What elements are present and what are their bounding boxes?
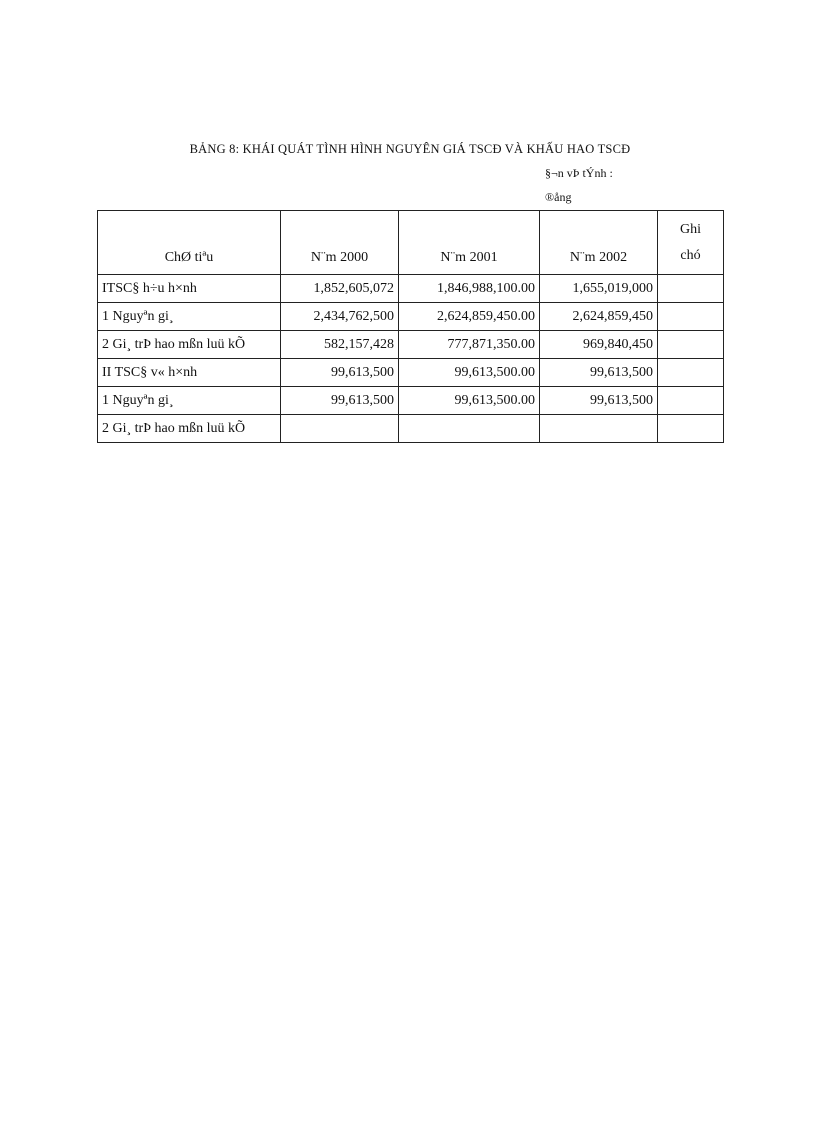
unit-value: ®ång: [545, 190, 572, 204]
note-cell: [658, 359, 724, 387]
row-label: 2 Gi¸ trÞ hao mßn luü kÕ: [98, 415, 281, 443]
note-cell: [658, 387, 724, 415]
value-2001: 1,846,988,100.00: [399, 275, 540, 303]
row-label: 2 Gi¸ trÞ hao mßn luü kÕ: [98, 331, 281, 359]
row-label: ITSC§ h÷u h×nh: [98, 275, 281, 303]
header-year-2000: N¨m 2000: [281, 211, 399, 275]
value-2002: 1,655,019,000: [540, 275, 658, 303]
table-header-row: [98, 211, 724, 275]
value-2000: 99,613,500: [281, 359, 399, 387]
value-2002: 99,613,500: [540, 387, 658, 415]
header-indicator: ChØ tiªu: [98, 211, 281, 275]
row-label: 1 Nguyªn gi¸: [98, 303, 281, 331]
note-cell: [658, 275, 724, 303]
table-row: [98, 415, 724, 443]
table-row: [98, 331, 724, 359]
unit-label: §¬n vÞ tÝnh :: [545, 166, 613, 180]
value-2001: 2,624,859,450.00: [399, 303, 540, 331]
value-2000: 1,852,605,072: [281, 275, 399, 303]
value-2001: [399, 415, 540, 443]
table-row: [98, 359, 724, 387]
value-2000: [281, 415, 399, 443]
table-row: [98, 387, 724, 415]
value-2000: 99,613,500: [281, 387, 399, 415]
note-cell: [658, 331, 724, 359]
row-label: II TSC§ v« h×nh: [98, 359, 281, 387]
value-2001: 777,871,350.00: [399, 331, 540, 359]
note-cell: [658, 415, 724, 443]
value-2002: [540, 415, 658, 443]
header-note-line2: chó: [680, 247, 701, 263]
header-year-2001: N¨m 2001: [399, 211, 540, 275]
note-cell: [658, 303, 724, 331]
row-label: 1 Nguyªn gi¸: [98, 387, 281, 415]
table-row: [98, 275, 724, 303]
header-note-line1: Ghi: [680, 221, 701, 237]
value-2002: 2,624,859,450: [540, 303, 658, 331]
value-2001: 99,613,500.00: [399, 387, 540, 415]
header-note: [658, 211, 724, 275]
table-title: BẢNG 8: KHÁI QUÁT TÌNH HÌNH NGUYÊN GIÁ TSCĐ VÀ KHẤU HAO TSCĐ: [189, 142, 631, 156]
table-row: [98, 303, 724, 331]
value-2000: 2,434,762,500: [281, 303, 399, 331]
asset-depreciation-table: [97, 210, 724, 443]
header-year-2002: N¨m 2002: [540, 211, 658, 275]
value-2001: 99,613,500.00: [399, 359, 540, 387]
value-2000: 582,157,428: [281, 331, 399, 359]
value-2002: 99,613,500: [540, 359, 658, 387]
value-2002: 969,840,450: [540, 331, 658, 359]
